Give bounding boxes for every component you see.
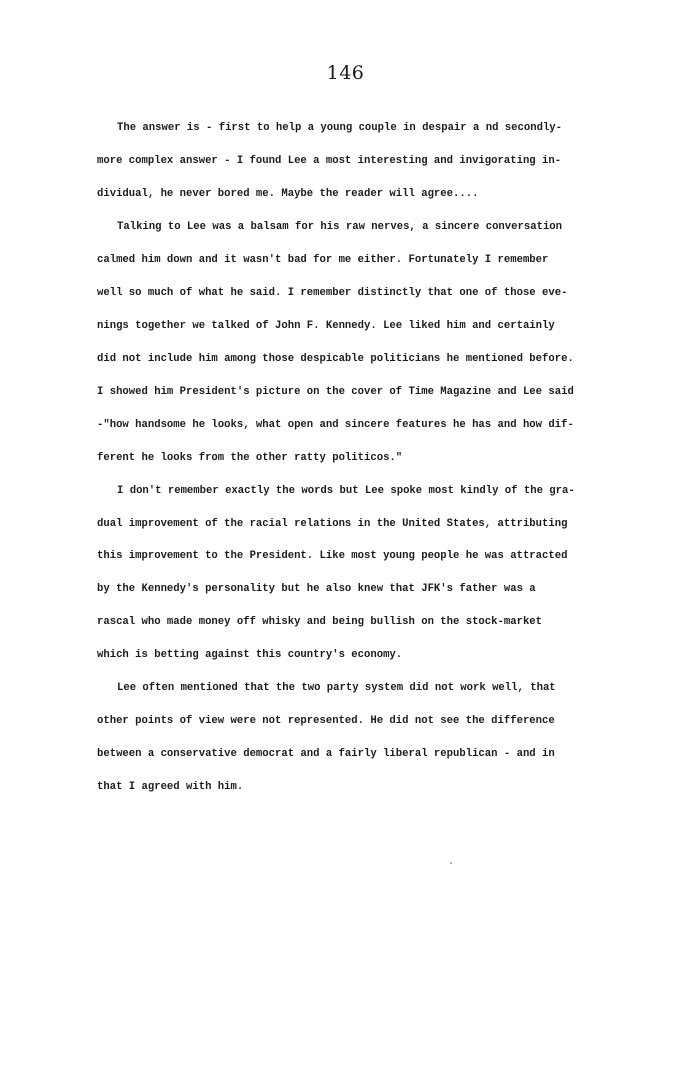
text-line: I showed him President's picture on the cover of Time Magazine and Lee said — [97, 386, 574, 398]
text-line: that I agreed with him. — [97, 781, 244, 793]
text-line: this improvement to the President. Like most young people he was attracted — [97, 550, 568, 562]
text-line: I don't remember exactly the words but Lee spoke most kindly of the gra- — [117, 485, 575, 497]
text-line: nings together we talked of John F. Kennedy. Lee liked him and certainly — [97, 320, 555, 332]
text-line: which is betting against this country's economy. — [97, 649, 403, 661]
text-line: ferent he looks from the other ratty politicos." — [97, 452, 403, 464]
text-line: by the Kennedy's personality but he also knew that JFK's father was a — [97, 583, 536, 595]
text-line: dual improvement of the racial relations in the United States, attributing — [97, 518, 568, 530]
text-line: between a conservative democrat and a fairly liberal republican - and in — [97, 748, 555, 760]
text-line: dividual, he never bored me. Maybe the reader will agree.... — [97, 188, 479, 200]
text-line: more complex answer - I found Lee a most interesting and invigorating in- — [97, 155, 562, 167]
scan-speck — [450, 862, 452, 864]
text-line: rascal who made money off whisky and being bullish on the stock-market — [97, 616, 543, 628]
text-line: The answer is - first to help a young couple in despair a nd secondly- — [117, 122, 563, 134]
page-number: 146 — [326, 62, 365, 84]
text-line: did not include him among those despicable politicians he mentioned before. — [97, 353, 574, 365]
text-line: other points of view were not represented. He did not see the difference — [97, 715, 555, 727]
text-line: Lee often mentioned that the two party system did not work well, that — [117, 682, 556, 694]
text-line: calmed him down and it wasn't bad for me either. Fortunately I remember — [97, 254, 549, 266]
text-line: Talking to Lee was a balsam for his raw nerves, a sincere conversation — [117, 221, 563, 233]
text-line: -"how handsome he looks, what open and sincere features he has and how dif- — [97, 419, 574, 431]
text-line: well so much of what he said. I remember distinctly that one of those eve- — [97, 287, 568, 299]
